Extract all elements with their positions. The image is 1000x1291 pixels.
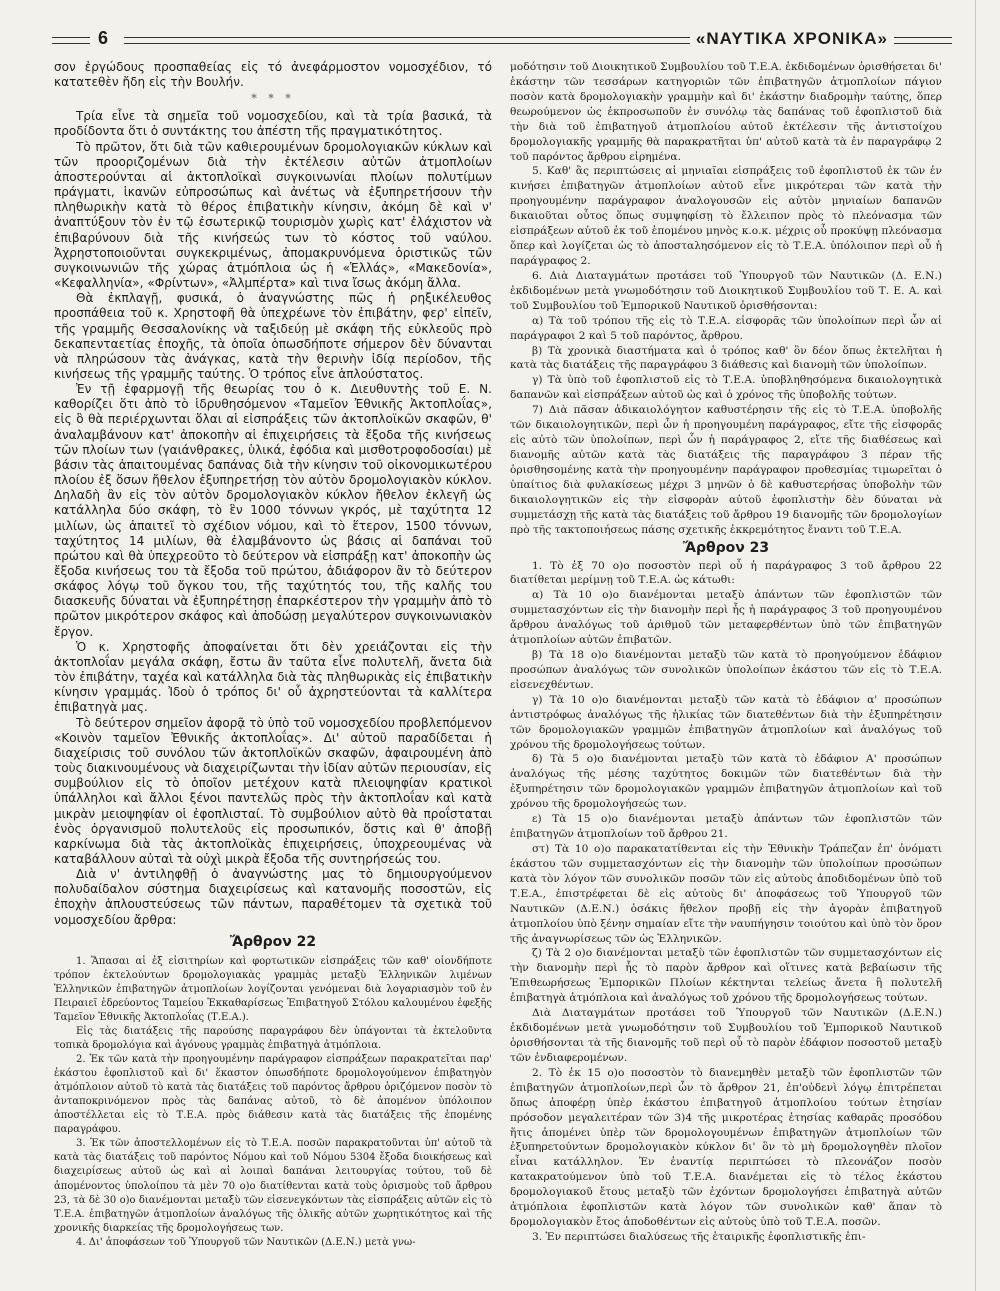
paragraph: Τρία εἶνε τὰ σημεῖα τοῦ νομοσχεδίου, καὶ τὰ τρία βασικά, τὰ προδίδοντα ὅτι ὁ συντάκτης του ἀπέστη τῆς πραγματικότητος.	[54, 109, 492, 139]
paragraph: Διὰ Διαταγμάτων προτάσει τοῦ Ὑπουργοῦ τῶν Ναυτικῶν (Δ.Ε.Ν.) ἐκδιδομένων μετὰ γνωμοδότησιν τοῦ Συμβουλίου τοῦ Ἐμπορικοῦ Ναυτικοῦ ὁρισθήσονται τὰ τῆς διανομῆς τοῦ περὶ οὗ τὸ παρὸν ἐδάφιον ποσοστοῦ μεταξὺ τῶν ἐνδιαφερομένων.	[510, 1006, 942, 1064]
paragraph: δ) Τὰ 5 ο)ο διανέμονται μεταξὺ τῶν κατὰ τὸ ἐδάφιον Α' προσώπων ἀναλόγως τῆς μέσης ταχύτητος δοκιμῶν τῶν διατεθέντων διὰ τὴν ἐξυπηρέτησιν τῶν δρομολογιακῶν γραμμῶν ἐπιβατηγῶν ἀτμοπλοίων καὶ τοῦ χρόνου τῆς δρομολογήσεώς των.	[510, 752, 942, 811]
header-rule-left	[52, 37, 90, 44]
paragraph: Ὁ κ. Χρηστοφῆς ἀποφαίνεται ὅτι δὲν χρειάζονται εἰς τὴν ἀκτοπλοΐαν μεγάλα σκάφη, ἔστω ἂν ταῦτα εἶνε πολυτελῆ, ἄνετα διὰ τὸν ἐπιβάτην, ταχέα καὶ κατάλληλα διὰ τὰς πληθωρικὰς εἰς ἐπιβατικὴν κίνησιν γραμμάς. Ἰδοὺ ὁ τρόπος δι' οὗ ἀχρηστεύονται τὰ καλλίτερα ἐπιβατηγὰ μας.	[54, 639, 492, 715]
paragraph: 1. Ἅπασαι αἱ ἐξ εἰσιτηρίων καὶ φορτωτικῶν εἰσπράξεις τῶν καθ' οἱονδήποτε τρόπον ἐκτελούντων δρομολογιακὰς γραμμὰς μεταξὺ Ἑλληνικῶν λιμένων Ἑλληνικῶν ἐπιβατηγῶν ἀτμοπλοίων λογίζονται γενόμεναι διὰ λογαριασμὸν τοῦ ἐν Πειραιεῖ ἑδρεύοντος Ταμείου Ἐκκαθαρίσεως Ἐπιβατηγοῦ Στόλου καλουμένου ἐφεξῆς Ταμεῖον Ἐθνικῆς Ἀκτοπλοΐας (Τ.Ε.Α.).	[54, 955, 492, 1023]
page-number: 6	[98, 28, 109, 48]
paragraph: σον ἐργώδους προσπαθείας εἰς τό ἀνεφάρμοστον νομοσχέδιον, τό κατατεθὲν ἤδη εἰς τὴν Βουλήν.	[54, 60, 492, 90]
page-edge-shadow	[975, 0, 982, 1291]
paragraph: 7) Διὰ πᾶσαν ἀδικαιολόγητον καθυστέρησιν τῆς εἰς τὸ Τ.Ε.Α. ὑποβολῆς τῶν δικαιολογητικῶν, περὶ ὧν ἡ προηγουμένη παράγραφος, εἴτε τῆς εἰσφορᾶς εἰς αὐτὸ τῶν ὑπολοίπων, περὶ ὧν ἡ παράγραφος 2, εἴτε τῆς διαθέσεως καὶ διανομῆς αὐτῶν κατὰ τὰς διατάξεις τῆς παραγράφου 3 πέραν τῆς ὁρισθησομένης κατὰ τὴν προηγουμένην παράγραφον προθεσμίας τιμωρεῖται ὁ ὑπαίτιος διὰ φυλακίσεως μέχρι 3 μηνῶν ὁ δὲ καθυστερήσας ὑποβολὴν τῶν δικαιολογητικῶν εἰς τὴν εἰσφορὰν αὐτοῦ ἐφοπλιστὴν δὲν δύναται νὰ συμμετάσχῃ τῆς κατὰ τὰς διατάξεις τοῦ ἄρθρου 19 διανομῆς τῶν δρομολογίων πρὸ τῆς τακτοποιήσεως πάσης σχετικῆς ἐκκρεμότητος ἔναντι τοῦ Τ.Ε.Α.	[510, 403, 942, 536]
paragraph: ε) Τὰ 15 ο)ο διανέμονται μεταξὺ ἁπάντων τῶν ἐφοπλιστῶν τῶν ἐπιβατηγῶν ἀτμοπλοίων τοῦ ἄρθρου 21.	[510, 812, 942, 841]
paragraph: γ) Τὰ 10 ο)ο διανέμονται μεταξὺ τῶν κατὰ τὸ ἐδάφιον α' προσώπων ἀντιστρόφως ἀναλόγως τῆς ἡλικίας τῶν διατεθέντων διὰ τὴν ἐξυπηρέτησιν τῶν δρομολογιακῶν γραμμῶν ἐπιβατηγῶν ἀτμοπλοίων καὶ ἀναλόγως τοῦ χρόνου τῆς δρομολογήσεως τούτων.	[510, 692, 942, 751]
header-rule-middle	[124, 37, 690, 44]
article-heading: Ἄρθρον 22	[229, 933, 317, 950]
paragraph: Τὸ δεύτερον σημεῖον ἀφορᾷ τὸ ὑπὸ τοῦ νομοσχεδίου προβλεπόμενον «Κοινὸν ταμεῖον Ἐθνικῆς ἀκτοπλοΐας». Δι' αὐτοῦ παραδίδεται ἡ διαχείρισις τοῦ συνόλου τῶν ἀκτοπλοϊκῶν σκαφῶν, ἀφαιρουμένη ἀπὸ τοὺς διακινουμένους νὰ διαχειρίζωνται τὴν ἰδίαν αὐτῶν περιουσίαν, εἰς συμβούλιον εἰς τὸ ὁποῖον μετέχουν κατὰ πλειοψηφίαν κρατικοὶ ὑπάλληλοι καὶ ἄλλοι ξένοι παντελῶς πρὸς τὴν ἀκτοπλοΐαν καὶ κατὰ μικρὰν μειοψηφίαν οἱ ἐφοπλισταί. Τὸ συμβούλιον αὐτὸ θὰ προΐσταται ἑνὸς ὀργανισμοῦ πολυτελοῦς εἰς προσωπικόν, ὅστις καὶ θ' ἀποβῇ καρκίνωμα διὰ τὰς ἀκτοπλοϊκὰς ἐπιχειρήσεις, ὑποχρεουμένας νὰ καταβάλλουν αὐταὶ τὰ οὐχὶ μικρὰ ἔξοδα τῆς συντηρήσεώς του.	[54, 715, 492, 866]
paragraph: β) Τὰ 18 ο)ο διανέμονται μεταξὺ τῶν κατὰ τὸ προηγούμενον ἐδάφιον προσώπων ἀναλόγως τῶν συνολικῶν ὑπολοίπων ἑκάστου τῶν εἰς τὸ Τ.Ε.Α. εἰσενεχθέντων.	[510, 648, 942, 691]
paragraph: β) Τὰ χρονικὰ διαστήματα καὶ ὁ τρόπος καθ' ὃν δέον ὅπως ἐκτελῆται ἡ κατὰ τὰς διατάξεις τῆς παραγράφου 3 διάθεσις καὶ διανομὴ τῶν ὑπολοίπων.	[510, 343, 942, 372]
left-column	[54, 60, 492, 1250]
paragraph: Ἐν τῇ ἐφαρμογῇ τῆς θεωρίας του ὁ κ. Διευθυντὴς τοῦ Ε. Ν. καθορίζει ὅτι ἀπὸ τὸ ἱδρυθησόμενον «Ταμεῖον Ἐθνικῆς Ἀκτοπλοΐας», εἰς ὃ θὰ περιέρχωνται ὅλαι αἱ εἰσπράξεις τῶν ἀκτοπλοϊκῶν σκαφῶν, θ' ἀναλαμβάνουν κατ' ἀποκοπὴν αἱ ἐπιχειρήσεις τὰ ἔξοδα τῆς κινήσεως τῶν πλοίων των (γαιάνθρακες, ὑλικά, ἐφόδια καὶ μισθοτροφοδοσίαι) μὲ βάσιν τὰς ἀπαιτουμένας δαπάνας διὰ τὴν κίνησιν τοῦ οἰκονομικωτέρου πλοίου ἐξ ὅσων ἤθελον ἐξυπηρετήσῃ τὸν αὐτὸν δρομολογιακὸν κύκλον. Δηλαδὴ ἂν εἰς τὸν αὐτὸν δρομολογιακὸν κύκλον ἤθελον ἐκλεγῆ ὡς κατάλληλα δύο σκάφη, τὸ ἓν 1000 τόννων γκρός, μὲ ταχύτητα 12 μιλίων, ὡς ἀπαιτεῖ τὸ σχέδιον νόμου, καὶ τὸ ἕτερον, 1500 τόννων, ταχύτητος 14 μιλίων, θὰ ἐλαμβάνοντο ὡς βάσις αἱ δαπάναι τοῦ πρώτου καὶ θὰ ὑπεχρεοῦτο τὸ δεύτερον νὰ εἰσπράξῃ κατ' ἀποκοπὴν ὡς ἔξοδα κινήσεως του τὰ ἔξοδα τοῦ πρώτου, ἀδιάφορον ἂν τὸ δεύτερον σκάφος λόγῳ τοῦ ὄγκου του, τῆς ταχύτητός του, τῆς καλῆς του διασκευῆς δύναται νὰ ἐξυπηρέτησῃ ἐπαρκέστερον τὴν γραμμὴν ἀπὸ τὸ πρῶτον μικρότερον σκάφος καὶ ἀποδώσῃ μεγαλύτερον συγκοινωνιακὸν ἔργον.	[54, 382, 492, 639]
paragraph: 3. Ἐκ τῶν ἀποστελλομένων εἰς τὸ Τ.Ε.Α. ποσῶν παρακρατοῦνται ὑπ' αὐτοῦ τὰ κατὰ τὰς διατάξεις τοῦ παρόντος Νόμου καὶ τοῦ Νόμου 5304 ἔξοδα διοικήσεως καὶ διαχειρίσεως αὐτοῦ ὡς καὶ αἱ λοιπαὶ δαπάναι λειτουργίας τούτου, τοῦ δὲ ἀπομένοντος ὑπολοίπου τὰ μὲν 70 ο)ο διατίθενται κατὰ τοὺς ὁρισμοὺς τοῦ ἄρθρου 23, τὰ δὲ 30 ο)ο διανέμονται μεταξὺ τῶν εἰσενεγκόντων τὰς εἰσπράξεις αὐτῶν εἰς τὸ Τ.Ε.Α. ἐπιβατηγῶν ἀτμοπλοίων ἀναλόγως τῆς ὁλικῆς αὐτῶν χωρητικότητος καὶ τῆς χρονικῆς διαρκείας τῆς δρομολογήσεως των.	[54, 1138, 492, 1234]
right-column	[510, 60, 942, 1245]
paragraph: 2. Ἐκ τῶν κατὰ τὴν προηγουμένην παράγραφον εἰσπράξεων παρακρατεῖται παρ' ἑκάστου ἐφοπλιστοῦ καὶ δι' ἕκαστον ὁπωσδήποτε δρομολογούμενον ἐπιβατηγὸν ἀτμόπλοιον αὐτοῦ τὸ κατὰ τὰς διατάξεις τοῦ παρόντος ἄρθρου ὁριζόμενον ποσὸν τὸ ἀνταποκρινόμενον πρὸς τὰς δαπάνας αὐτοῦ, τὸ δὲ ἀπομένον ὑπόλοιπον ἀποστέλλεται εἰς τὸ Τ.Ε.Α. πρὸς διάθεσιν κατὰ τὰς διατάξεις τῆς ἑπομένης παραγράφου.	[54, 1054, 492, 1136]
section-separator: * * *	[251, 92, 295, 106]
masthead-title: «ΝΑΥΤΙΚΑ ΧΡΟΝΙΚΑ»	[695, 29, 888, 48]
paragraph: 1. Τὸ ἐξ 70 ο)ο ποσοστὸν περὶ οὗ ἡ παράγραφος 3 τοῦ ἄρθρου 22 διατίθεται μερίμνῃ τοῦ Τ.Ε.Α. ὡς κάτωθι:	[510, 558, 942, 587]
header-rule-right	[894, 37, 952, 44]
paragraph: Εἰς τὰς διατάξεις τῆς παρούσης παραγράφου δὲν ὑπάγονται τὰ ἐκτελοῦντα τοπικὰ δρομολόγια καὶ ἀγόνους γραμμὰς ἐπιβατηγὰ ἀτμόπλοια.	[54, 1025, 492, 1052]
page-header	[52, 28, 952, 54]
paragraph: Τὸ πρῶτον, ὅτι διὰ τῶν καθιερουμένων δρομολογιακῶν κύκλων καὶ τῶν προοριζομένων διὰ τὴν ἐκτέλεσιν αὐτῶν ἀτμοπλοίων ἀποστερούνται αἱ ἀκτοπλοϊκαὶ συγκοινωνίαι πλοίων πολυτίμων πράγματι, ἱκανῶν εὐπροσώπως καὶ ἀνέτως νὰ ἐξυπηρετήσουν τὴν πληθωρικὴν κατὰ τὸ θέρος ἐπιβατικὴν κίνησιν, ἀκόμη δὲ καὶ ν' ἀναπτύξουν τὸν ἐν τῷ ἐσωτερικῷ τουρισμὸν χωρὶς κατ' ἐλάχιστον νὰ ἐπιβαρύνουν διὰ τῆς κινήσεώς των τὸ κόστος τοῦ ναύλου. Ἀχρηστοποιοῦνται συγκεκριμένως, ἀπομακρυνόμενα ὁριστικῶς τῶν συγκοινωνιῶν τῆς χώρας ἀτμόπλοια ὡς ἡ «Ἑλλάς», «Μακεδονία», «Κεφαλληνία», «Φρίντων», «Ἀλμπέρτα» καὶ τινα ἴσως ἀκόμη ἄλλα.	[54, 139, 492, 291]
paragraph: 5. Καθ' ἃς περιπτώσεις αἱ μηνιαῖαι εἰσπράξεις τοῦ ἐφοπλιστοῦ ἐκ τῶν ἐν κινήσει ἐπιβατηγῶν ἀτμοπλοίων αὐτοῦ εἶνε μικρότεραι τῶν κατὰ τὴν προηγουμένην παράγραφον ἀναλογουσῶν εἰς αὐτὸν μηνιαίων δαπανῶν δικαιοῦται οὗτος ὅπως συμψηφίσῃ τὸ ἔλλειπον πρὸς τὸ πλεόνασμα τῶν εἰσπράξεων αὐτοῦ ἐκ τοῦ ἑπομένου μηνὸς κ.ο.κ. μέχρις οὗ προκύψῃ πλεόνασμα ὅπερ καὶ λογίζεται ὡς τὸ ἀποσταλησόμενον εἰς τὸ Τ.Ε.Α. ὑπόλοιπον περὶ οὗ ἡ παράγραφος 2.	[510, 164, 942, 267]
paragraph: α) Τὰ τοῦ τρόπου τῆς εἰς τὸ Τ.Ε.Α. εἰσφορᾶς τῶν ὑπολοίπων περὶ ὧν αἱ παράγραφοι 2 καὶ 5 τοῦ παρόντος, ἄρθρου.	[510, 313, 942, 342]
paragraph: μοδότησιν τοῦ Διοικητικοῦ Συμβουλίου τοῦ Τ.Ε.Α. ἐκδιδομένων ὁρισθήσεται δι' ἑκάστην τῶν τεσσάρων κατηγοριῶν τῶν ἐπιβατηγῶν ἀτμοπλοίων πάγιον ποσὸν κατὰ δρομολογιακὴν γραμμὴν καὶ δι' ἑκάστην διαδρομὴν ταύτης, ὅπερ θεωρούμενον ὡς ἐκπροσωποῦν ἐν συνόλῳ τὰς δαπάνας τοῦ ἐφοπλιστοῦ διὰ τὴν διὰ τοῦ ἐπιβατηγοῦ ἀτμοπλοίου αὐτοῦ ἐκτέλεσιν τῆς ἀντιστοίχου δρομολογιακῆς γραμμῆς θὰ παρακρατῆται ὑπ' αὐτοῦ κατὰ τὰ ἐν παραγράφῳ 2 τοῦ παρόντος ἄρθρου εἰρημένα.	[510, 60, 942, 163]
paragraph: 2. Τὸ ἐκ 15 ο)ο ποσοστὸν τὸ διανεμηθὲν μεταξὺ τῶν ἐφοπλιστῶν τῶν ἐπιβατηγῶν ἀτμοπλοίων,περὶ ὧν τὸ ἄρθρον 21, ἐπ'οὐδενὶ λόγῳ ἐπιτρέπεται ὅπως ἀποφέρῃ ὑπὲρ ἑκάστου ἐπιβατηγοῦ ἀτμοπλοίου τούτων ἐτησίαν πρόσοδον μεγαλειτέραν τῶν 3)4 τῆς μικροτέρας ἐτησίας καθαρᾶς προσόδου ἥτις ἀπομένει ὑπὲρ τῶν δρομολογουμένων ἐπιβατηγῶν ἀτμοπλοίων τῶν ἐξυπηρετούντων δρομολογιακὸν κύκλον δι' ὃν τὸ μὴ δρομολογηθὲν πλοῖον εἶναι κατάλληλον. Ἐν ἐναντίᾳ περιπτώσει τὸ πλεονάζον ποσὸν κατακρατούμενον ὑπὸ τοῦ Τ.Ε.Α. διανέμεται εἰς τὸ τέλος ἑκάστου δρομολογιακοῦ ἔτους μεταξὺ τῶν ἐχόντων δρομολογήσει ἐπιβατηγὰ αὐτῶν ἀτμόπλοια ἐφοπλιστῶν κατὰ λόγον τῶν συνολικῶν καθ' ἅπαν τὸ δρομολογιακὸν ἔτος ἀποδοθέντων εἰς αὐτοὺς ὑπὸ τοῦ Τ.Ε.Α. ποσῶν.	[510, 1065, 942, 1229]
paragraph: στ) Τὰ 10 ο)ο παρακατατίθενται εἰς τὴν Ἐθνικὴν Τράπεζαν ἐπ' ὀνόματι ἑκάστου τῶν συμμετασχόντων εἰς τὴν διανομὴν τῶν ὑπολοίπων προσώπων κατὰ τὸν λόγον τῶν συνολικῶν ποσῶν τῶν εἰς αὐτοὺς ἀποδιδομένων ὑπὸ τοῦ Τ.Ε.Α., ἐπιστρέφεται δὲ εἰς αὐτοὺς δι' ἀποφάσεως τοῦ Ὑπουργοῦ τῶν Ναυτικῶν (Δ.Ε.Ν.) ὁσάκις ἤθελον προβῇ εἰς τὴν ἀγορὰν ἐπιβατηγοῦ ἀτμοπλοίου ὑπὸ ξένην σημαίαν εἴτε τὴν ναυπήγησιν τοιούτου καὶ ὑπὸ τὸν ὅρον τῆς ἀναγνωρίσεως τῶν ὡς Ἑλληνικῶν.	[510, 842, 942, 945]
article-heading: Ἄρθρον 23	[682, 539, 770, 556]
paragraph: γ) Τὰ ὑπὸ τοῦ ἐφοπλιστοῦ εἰς τὸ Τ.Ε.Α. ὑποβληθησόμενα δικαιολογητικὰ δαπανῶν καὶ εἰσπράξεων αὐτοῦ ὡς καὶ ὁ χρόνος τῆς ὑποβολῆς τούτων.	[510, 373, 942, 402]
paragraph: α) Τὰ 10 ο)ο διανέμονται μεταξὺ ἁπάντων τῶν ἐφοπλιστῶν τῶν συμμετασχόντων εἰς τὴν διανομὴν περὶ ἧς ἡ παράγραφος 3 τοῦ προηγουμένου ἄρθρου ἀναλόγως τοῦ ἀριθμοῦ τῶν μεταφερθέντων ὑπὸ τῶν ἐπιβατηγῶν ἀτμοπλοίων αὐτῶν ἐπιβατῶν.	[510, 588, 942, 647]
paragraph: ζ) Τὰ 2 ο)ο διανέμονται μεταξὺ τῶν ἐφοπλιστῶν τῶν συμμετασχόντων εἰς τὴν διανομὴν περὶ ἧς τὸ παρὸν ἄρθρον καὶ οἵτινες κατὰ βεβαίωσιν τῆς Ἐπιθεωρήσεως Ἐμπορικῶν Πλοίων κέκτηνται τελείως ἄνετα ἢ πολυτελῆ ἐπιβατηγὰ ἀτμόπλοια καὶ ἀναλόγως τοῦ χρόνου τῆς δρομολογήσεως τούτων.	[510, 946, 942, 1005]
paragraph: 6. Διὰ Διαταγμάτων προτάσει τοῦ Ὑπουργοῦ τῶν Ναυτικῶν (Δ. Ε.Ν.) ἐκδιδομένων μετὰ γνωμοδότησιν τοῦ Διοικητικοῦ Συμβουλίου τοῦ Τ. Ε. Α. καὶ τοῦ Συμβουλίου τοῦ Ἐμπορικοῦ Ναυτικοῦ ὁρισθήσονται:	[510, 268, 942, 312]
paragraph: 4. Δι' ἀποφάσεων τοῦ Ὑπουργοῦ τῶν Ναυτικῶν (Δ.Ε.Ν.) μετὰ γνω-	[76, 1236, 416, 1248]
paragraph: Θὰ ἐκπλαγῇ, φυσικά, ὁ ἀναγνώστης πῶς ἡ ρηξικέλευθος προσπάθεια τοῦ κ. Χρηστοφῆ θὰ ὑπεχρέωνε τὸν ἐπιβάτην, φερ' εἰπεῖν, τῆς γραμμῆς Θεσσαλονίκης νὰ ταξιδεύῃ μὲ σκάφη τῆς εὐκλεοῦς πρὸ δεκαπενταετίας ἐποχῆς, τὰ ὁποῖα ὁπωσδήποτε σήμερον δὲν δύνανται νὰ πληρώσουν τὰς ἀνάγκας, κατὰ τὴν θερινὴν ἰδίᾳ περίοδον, τῆς κινήσεως τῆς γραμμῆς ταύτης. Ὁ τρόπος εἶνε ἁπλούστατος.	[54, 291, 492, 381]
paragraph: Διὰ ν' ἀντιληφθῇ ὁ ἀναγνώστης μας τὸ δημιουργούμενον πολυδαίδαλον σύστημα διαχειρίσεως καὶ κατανομῆς ποσοστῶν, εἰς ἐποχὴν ἁπλουστεύσεως τῶν πάντων, παραθέτομεν τὰ σχετικὰ τοῦ νομοσχεδίου ἄρθρα:	[54, 867, 492, 927]
paragraph: 3. Ἐν περιπτώσει διαλύσεως τῆς ἑταιρικῆς ἐφοπλιστικῆς ἐπι-	[532, 1229, 866, 1243]
